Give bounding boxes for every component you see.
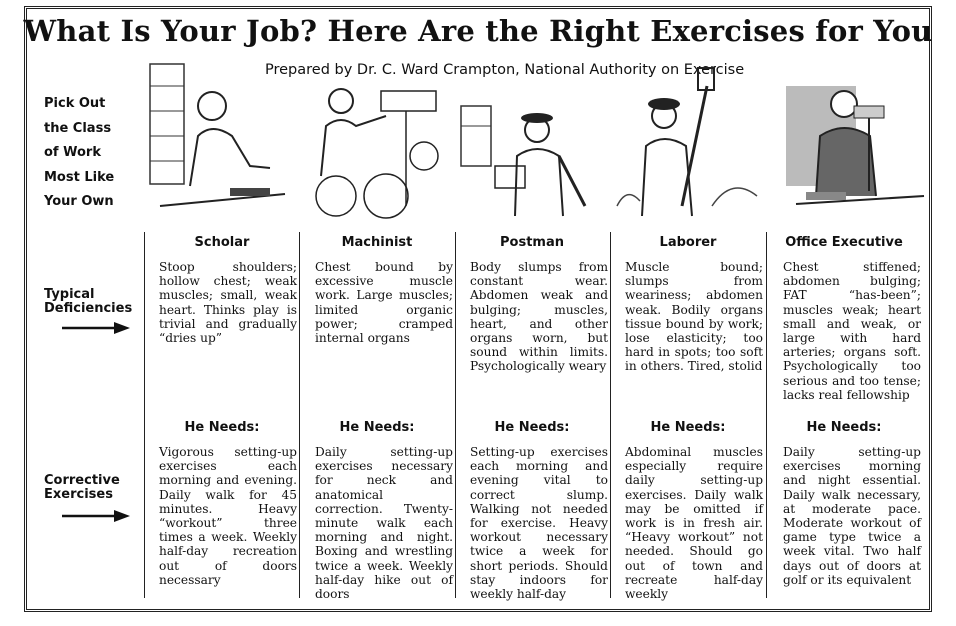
needs-label-office-executive: He Needs: — [806, 420, 882, 435]
arrow-right-icon — [62, 509, 130, 523]
laborer-with-shovel-illustration — [612, 56, 762, 224]
column-heading-postman: Postman — [500, 235, 564, 250]
executive-at-desk-illustration — [776, 56, 926, 224]
column-divider — [766, 232, 767, 598]
postman-with-mailbag-illustration — [455, 56, 605, 224]
column-divider — [610, 232, 611, 598]
pick-out-line: Your Own — [44, 194, 114, 209]
row-label-deficiencies — [44, 288, 144, 316]
pick-out-instruction — [44, 92, 144, 215]
needs-label-scholar: He Needs: — [184, 420, 260, 435]
corrective-text-laborer: Abdominal muscles especially require daily setting-up exercises. Daily walk may be omitted if work is in fresh air. “Heavy workout” not needed. Should go out of town and recreate half-day weekly — [625, 445, 763, 602]
row-label-line: Typical — [44, 287, 95, 302]
column-divider — [144, 232, 145, 598]
deficiencies-text-office-executive: Chest stiffened; abdomen bulging; FAT “has-been”; muscles weak; heart small and weak, or large with hard arteries; organs soft. Psychologically too serious and too tense; lacks real fellowship — [783, 260, 921, 402]
needs-label-laborer: He Needs: — [650, 420, 726, 435]
row-label-line: Deficiencies — [44, 301, 133, 316]
column-divider — [299, 232, 300, 598]
deficiencies-text-machinist: Chest bound by excessive muscle work. Large muscles; limited organic power; cramped internal organs — [315, 260, 453, 346]
corrective-text-office-executive: Daily setting-up exercises morning and night essential. Daily walk necessary, at moderate pace. Moderate workout of game type twice a week vital. Two half days out of doors at golf or its equivalent — [783, 445, 921, 587]
pick-out-line: of Work — [44, 145, 101, 160]
corrective-text-postman: Setting-up exercises each morning and evening vital to correct slump. Walking not needed for exercise. Heavy workout necessary twice a week for short periods. Should stay indoors for weekly half-day — [470, 445, 608, 602]
pick-out-line: the Class — [44, 120, 112, 136]
deficiencies-text-laborer: Muscle bound; slumps from weariness; abdomen weak. Bodily organs tissue bound by work; lose elasticity; too hard in spots; too soft in others. Tired, stolid — [625, 260, 763, 374]
page-title: What Is Your Job? Here Are the Right Exercises for You — [23, 14, 933, 48]
corrective-text-machinist: Daily setting-up exercises necessary for neck and anatomical correction. Twenty-minute walk each morning and night. Boxing and wrestling twice a week. Weekly half-day hike out of doors — [315, 445, 453, 602]
column-heading-office-executive: Office Executive — [785, 235, 903, 250]
page-subtitle: Prepared by Dr. C. Ward Crampton, National Authority on Exercise — [265, 62, 745, 78]
column-heading-machinist: Machinist — [341, 235, 413, 250]
machinist-at-lathe-illustration — [296, 56, 446, 224]
row-label-corrective — [44, 474, 144, 502]
row-label-line: Exercises — [44, 487, 113, 502]
pick-out-line: Most Like — [44, 169, 115, 185]
column-heading-scholar: Scholar — [194, 235, 250, 250]
row-label-line: Corrective — [44, 473, 120, 488]
corrective-text-scholar: Vigorous setting-up exercises each morning and evening. Daily walk for 45 minutes. Heavy “workout” three times a week. Weekly half-day recreation out of doors necessary — [159, 445, 297, 587]
column-heading-laborer: Laborer — [659, 235, 717, 250]
pick-out-line: Pick Out — [44, 96, 106, 111]
scholar-at-desk-illustration — [140, 56, 290, 224]
arrow-right-icon — [62, 321, 130, 335]
needs-label-postman: He Needs: — [494, 420, 570, 435]
deficiencies-text-postman: Body slumps from constant wear. Abdomen weak and bulging; muscles, heart, and other organs worn, but sound within limits. Psychologically weary — [470, 260, 608, 374]
deficiencies-text-scholar: Stoop shoulders; hollow chest; weak muscles; small, weak heart. Thinks play is trivial and gradually “dries up” — [159, 260, 297, 346]
column-divider — [455, 232, 456, 598]
needs-label-machinist: He Needs: — [339, 420, 415, 435]
